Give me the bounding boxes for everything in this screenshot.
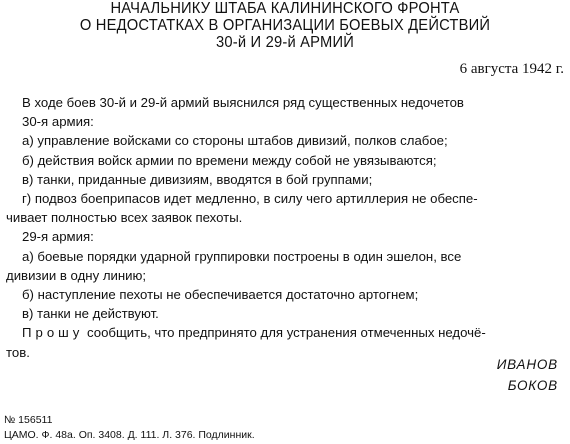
army-29-item-a-continued: дивизии в одну линию; <box>6 267 147 283</box>
intro-paragraph: В ходе боев 30-й и 29-й армий выяснился ряд существенных недочетов <box>22 95 464 110</box>
document-heading <box>14 0 556 51</box>
army-30-item-d: г) подвоз боеприпасов идет медленно, в силу чего артиллерия не обеспе- <box>22 191 478 207</box>
army-29-title: 29-я армия: <box>22 229 94 245</box>
document-number: № 156511 <box>4 414 53 426</box>
army-30-item-d-continued: чивает полностью всех заявок пехоты. <box>6 210 243 226</box>
army-30-item-c: в) танки, приданные дивизиям, вводятся в бой группами; <box>22 171 373 187</box>
heading-line-3: 30-й И 29-й АРМИЙ <box>215 34 355 51</box>
document-date: 6 августа 1942 г. <box>459 61 564 77</box>
request-word: Прошу <box>22 325 84 341</box>
request-paragraph-continued: тов. <box>6 344 30 360</box>
signature-ivanov: ИВАНОВ <box>496 357 558 372</box>
document-body <box>6 93 566 362</box>
signature-bokov: БОКОВ <box>507 378 558 393</box>
request-text: сообщить, что предпринято для устранения отмеченных недочё- <box>83 325 486 341</box>
request-paragraph <box>6 323 566 342</box>
army-29-item-b: б) наступление пехоты не обеспечивается достаточно артогнем; <box>22 287 419 303</box>
army-30-title: 30-я армия: <box>22 114 94 130</box>
heading-line-1: НАЧАЛЬНИКУ ШТАБА КАЛИНИНСКОГО ФРОНТА <box>110 0 460 17</box>
army-29-item-c: в) танки не действуют. <box>22 306 159 322</box>
army-29-item-a: а) боевые порядки ударной группировки построены в один эшелон, все <box>22 248 462 264</box>
army-30-item-a: а) управление войсками со стороны штабов дивизий, полков слабое; <box>22 133 448 149</box>
archive-reference: ЦАМО. Ф. 48а. Оп. 3408. Д. 111. Л. 376. Подлинник. <box>4 429 255 441</box>
army-30-item-b: б) действия войск армии по времени между собой не увязываются; <box>22 152 437 168</box>
heading-line-2: О НЕДОСТАТКАХ В ОРГАНИЗАЦИИ БОЕВЫХ ДЕЙСТВИЙ <box>79 17 491 34</box>
